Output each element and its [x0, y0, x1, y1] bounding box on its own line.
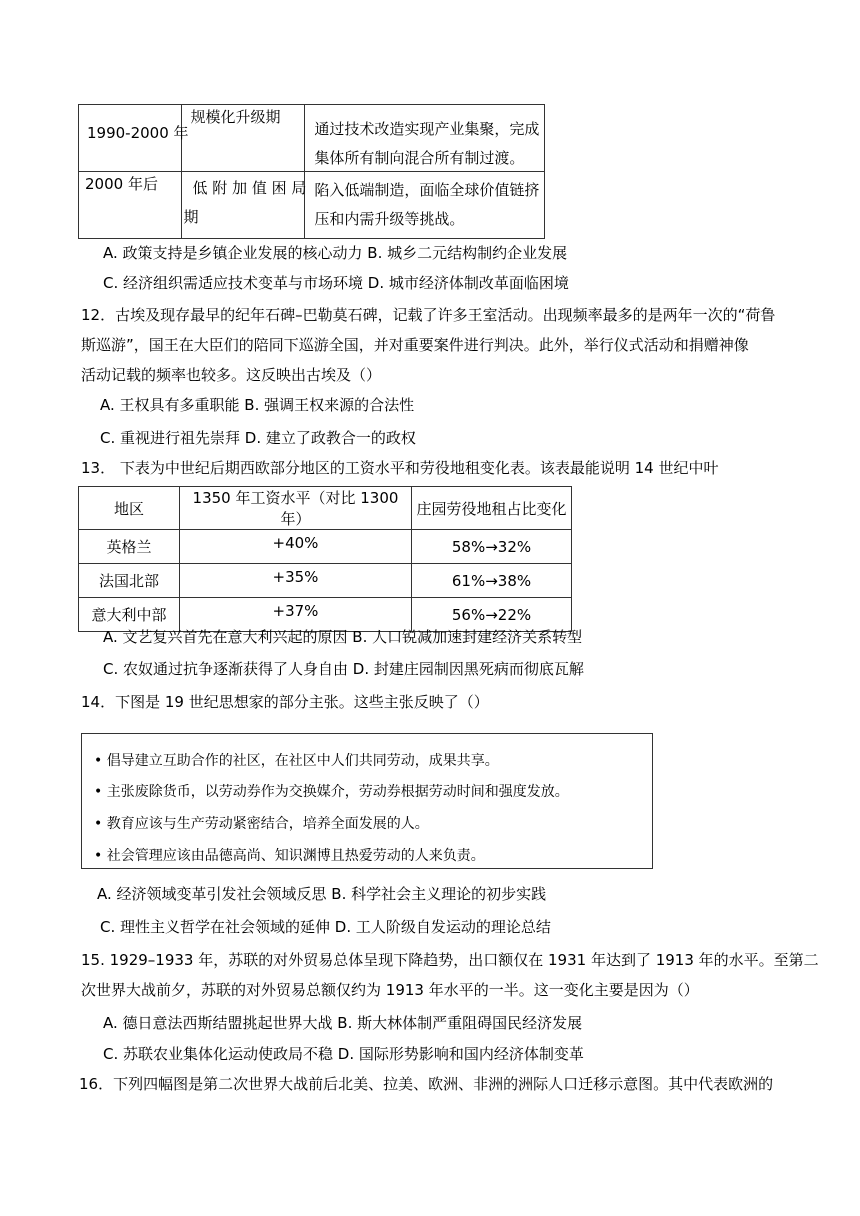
table-header-row: [79, 487, 572, 530]
description-line: 陷入低端制造，面临全球价值链挤: [314, 181, 540, 199]
rent-cell: 58%→32%: [412, 530, 572, 564]
q15-stem-line: 15. 1929–1933 年，苏联的对外贸易总体呈现下降趋势，出口额仅在 1931 年达到了 1913 年的水平。至第二: [81, 951, 819, 969]
q14-option-cd: C. 理性主义哲学在社会领域的延伸 D. 工人阶级自发运动的理论总结: [100, 918, 551, 936]
q12-stem-line: 活动记载的频率也较多。这反映出古埃及（）: [81, 366, 382, 384]
period-label: 1990-2000 年: [87, 124, 189, 142]
rent-cell: 56%→22%: [412, 598, 572, 632]
proposal-item: • 教育应该与生产劳动紧密结合，培养全面发展的人。: [94, 816, 429, 832]
q13-stem: 13． 下表为中世纪后期西欧部分地区的工资水平和劳役地租变化表。该表最能说明 14 世纪中叶: [81, 459, 719, 477]
period-label: 2000 年后: [85, 175, 158, 193]
development-stages-table: [78, 104, 545, 239]
q15-stem-line: 次世界大战前夕，苏联的对外贸易总额仅约为 1913 年水平的一半。这一变化主要是因为（）: [81, 981, 699, 999]
q11-option-ab: A. 政策支持是乡镇企业发展的核心动力 B. 城乡二元结构制约企业发展: [103, 244, 568, 262]
wage-cell: +37%: [180, 598, 412, 632]
q16-stem: 16．下列四幅图是第二次世界大战前后北美、拉美、欧洲、非洲的洲际人口迁移示意图。其中代表欧洲的: [79, 1075, 774, 1093]
q15-option-ab: A. 德日意法西斯结盟挑起世界大战 B. 斯大林体制严重阻碍国民经济发展: [103, 1014, 583, 1032]
stage-label: 期: [183, 208, 199, 226]
table-header: 1350 年工资水平（对比 1300 年）: [180, 487, 412, 530]
wage-cell: +40%: [180, 530, 412, 564]
region-cell: 意大利中部: [79, 598, 180, 632]
wage-cell: +35%: [180, 564, 412, 598]
table-cell: [79, 105, 189, 172]
description-line: 通过技术改造实现产业集聚，完成: [314, 120, 540, 138]
table-cell: [305, 172, 545, 239]
table-cell: [181, 105, 305, 172]
q15-option-cd: C. 苏联农业集体化运动使政局不稳 D. 国际形势影响和国内经济体制变革: [103, 1045, 584, 1063]
table-row: [79, 530, 572, 564]
q14-stem: 14．下图是 19 世纪思想家的部分主张。这些主张反映了（）: [81, 693, 489, 711]
region-cell: 法国北部: [79, 564, 180, 598]
region-cell: 英格兰: [79, 530, 180, 564]
proposal-item: • 社会管理应该由品德高尚、知识渊博且热爱劳动的人来负责。: [94, 848, 485, 864]
stage-label: 低 附 加 值 困 局: [192, 179, 307, 197]
thinker-proposals-box: [81, 733, 653, 869]
q12-option-cd: C. 重视进行祖先崇拜 D. 建立了政教合一的政权: [100, 429, 416, 447]
q12-option-ab: A. 王权具有多重职能 B. 强调王权来源的合法性: [100, 396, 415, 414]
q14-option-ab: A. 经济领域变革引发社会领域反思 B. 科学社会主义理论的初步实践: [97, 885, 547, 903]
table-header: 地区: [79, 487, 180, 530]
q12-stem-line: 12．古埃及现存最早的纪年石碑–巴勒莫石碑，记载了许多王室活动。出现频率最多的是两年一次的“荷鲁: [81, 306, 776, 324]
rent-cell: 61%→38%: [412, 564, 572, 598]
wage-rent-table: [78, 486, 572, 632]
description-line: 集体所有制向混合所有制过渡。: [314, 149, 525, 167]
proposal-item: • 倡导建立互助合作的社区，在社区中人们共同劳动，成果共享。: [94, 753, 499, 769]
table-cell: [305, 105, 545, 172]
q11-option-cd: C. 经济组织需适应技术变革与市场环境 D. 城市经济体制改革面临困境: [103, 274, 569, 292]
table-header: 庄园劳役地租占比变化: [412, 487, 572, 530]
q12-stem-line: 斯巡游”，国王在大臣们的陪同下巡游全国，并对重要案件进行判决。此外，举行仪式活动和捐赠神像: [81, 336, 749, 354]
table-row: [79, 564, 572, 598]
proposal-item: • 主张废除货币，以劳动券作为交换媒介，劳动券根据劳动时间和强度发放。: [94, 784, 569, 800]
q13-option-ab: A. 文艺复兴首先在意大利兴起的原因 B. 人口锐减加速封建经济关系转型: [103, 628, 583, 646]
description-line: 压和内需升级等挑战。: [314, 210, 465, 228]
table-cell: [79, 172, 182, 239]
q13-option-cd: C. 农奴通过抗争逐渐获得了人身自由 D. 封建庄园制因黑死病而彻底瓦解: [103, 660, 584, 678]
stage-label: 规模化升级期: [190, 108, 281, 126]
table-cell: [181, 172, 305, 239]
